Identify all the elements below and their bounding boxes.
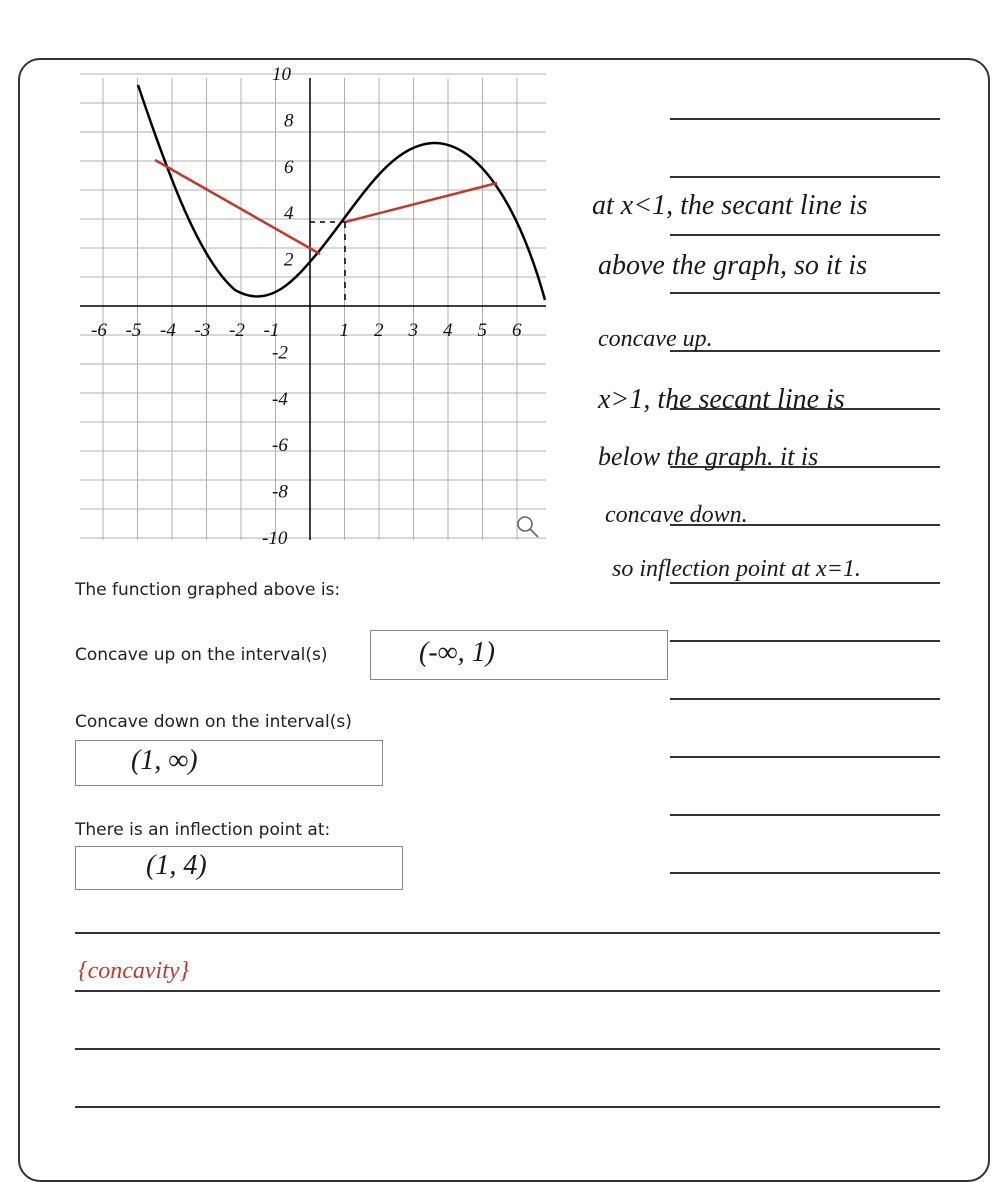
- x-tick-label: -1: [263, 320, 280, 341]
- ruled-line: [670, 814, 940, 816]
- grid: [80, 74, 546, 540]
- note-line-7: so inflection point at x=1.: [612, 556, 861, 582]
- x-tick-label: 6: [512, 320, 522, 341]
- x-tick-label: -3: [194, 320, 211, 341]
- function-curve: [138, 85, 545, 300]
- note-line-3: concave up.: [598, 326, 713, 352]
- ruled-line: [75, 932, 940, 934]
- ruled-line: [670, 698, 940, 700]
- concave-up-label: Concave up on the interval(s): [75, 645, 328, 665]
- y-tick-label: 4: [284, 203, 294, 225]
- ruled-line: [670, 872, 940, 874]
- inflection-answer: (1, 4): [146, 850, 207, 881]
- y-tick-label: 2: [284, 249, 294, 271]
- concave-down-answer-box[interactable]: [75, 740, 383, 786]
- ruled-line: [670, 292, 940, 294]
- axes: [80, 78, 546, 540]
- ruled-line: [75, 1106, 940, 1108]
- note-line-2: above the graph, so it is: [598, 250, 868, 281]
- footer-note: {concavity}: [78, 958, 190, 984]
- note-line-5: below the graph. it is: [598, 442, 819, 471]
- ruled-line: [670, 118, 940, 120]
- concave-up-answer: (-∞, 1): [419, 637, 495, 668]
- ruled-line: [670, 756, 940, 758]
- y-tick-label: -8: [272, 481, 288, 503]
- x-tick-label: 1: [339, 320, 349, 341]
- concave-down-label: Concave down on the interval(s): [75, 712, 352, 732]
- y-tick-label: 6: [284, 156, 294, 178]
- y-tick-label: -2: [272, 342, 288, 364]
- x-tick-label: 2: [374, 320, 384, 341]
- magnifier-icon[interactable]: [518, 517, 538, 537]
- note-line-6: concave down.: [605, 502, 748, 528]
- inflection-label: There is an inflection point at:: [75, 820, 331, 840]
- concave-down-answer: (1, ∞): [131, 745, 198, 776]
- ruled-line: [75, 990, 940, 992]
- y-tick-label: 8: [284, 110, 294, 132]
- y-tick-label: -6: [272, 435, 288, 457]
- x-tick-label: -2: [229, 320, 245, 341]
- concave-up-answer-box[interactable]: [370, 630, 668, 680]
- x-tick-label: 3: [408, 320, 418, 341]
- ruled-line: [75, 1048, 940, 1050]
- x-tick-label: 4: [443, 320, 453, 341]
- y-tick-label: -10: [262, 528, 288, 549]
- note-line-1: at x<1, the secant line is: [592, 190, 868, 221]
- ruled-line: [670, 640, 940, 642]
- inflection-answer-box[interactable]: [75, 846, 403, 890]
- x-tick-label: -4: [160, 320, 176, 341]
- x-tick-label: 5: [477, 320, 487, 341]
- ruled-line: [670, 176, 940, 178]
- x-tick-label: -6: [91, 320, 107, 341]
- ruled-line: [670, 234, 940, 236]
- secant-line-left: [155, 160, 320, 254]
- note-line-4: x>1, the secant line is: [598, 384, 845, 415]
- x-tick-label: -5: [125, 320, 142, 341]
- y-tick-label: 10: [272, 64, 291, 85]
- question-intro: The function graphed above is:: [75, 580, 341, 600]
- y-tick-label: -4: [272, 388, 288, 410]
